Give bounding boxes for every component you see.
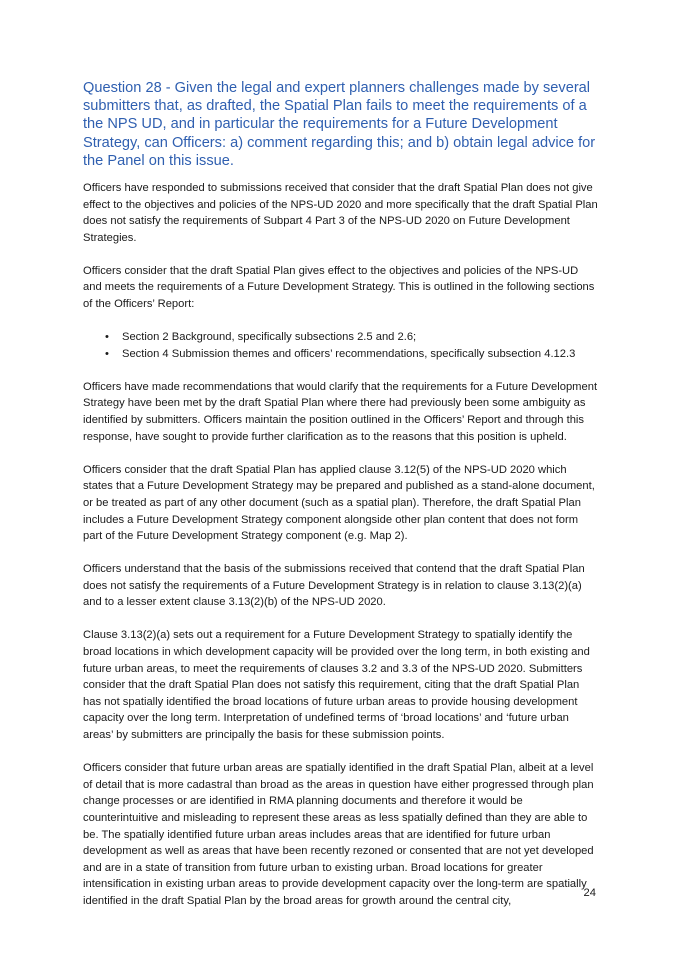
paragraph: Officers have responded to submissions received that consider that the draft Spatial Plan does not give effect to the objectives and policies of the NPS-UD 2020 and more specifically that the draft Spatial Plan does not satisfy the requirements of Subpart 4 Part 3 of the NPS-UD 2020 on Future Development Strategies. [83, 182, 598, 244]
paragraph: Officers consider that the draft Spatial Plan has applied clause 3.12(5) of the NPS-UD 2020 which states that a Future Development Strategy may be prepared and published as a stand-alone document, or be treated as part of any other document (such as a spatial plan). Therefore, the draft Spatial Plan includes a Future Development Strategy component alongside other plan content that does not form part of the Future Development Strategy component (e.g. Map 2). [83, 463, 595, 543]
paragraph: Clause 3.13(2)(a) sets out a requirement for a Future Development Strategy to spatially identify the broad locations in which development capacity will be provided over the long term, in both existing and future urban areas, to meet the requirements of clauses 3.2 and 3.3 of the NPS-UD 2020. Submitters consider that the draft Spatial Plan does not satisfy this requirement, citing that the draft Spatial Plan has not spatially identified the broad locations of future urban areas to provide housing development capacity over the long term. Interpretation of undefined terms of ‘broad locations’ and ‘future urban areas’ by submitters are principally the basis for these submission points. [83, 629, 590, 742]
bullet-item [83, 346, 598, 363]
bullet-icon: • [105, 347, 109, 360]
bullet-text: Section 2 Background, specifically subsections 2.5 and 2.6; [122, 331, 417, 344]
question-heading: Question 28 - Given the legal and expert planners challenges made by several submitters that, as drafted, the Spatial Plan fails to meet the requirements of a the NPS UD, and in particular the requirements for a Future Development Strategy, can Officers: a) comment regarding this; and b) obtain legal advice for the Panel on this issue. [83, 80, 596, 169]
bullet-list [83, 329, 598, 362]
bullet-item [83, 329, 598, 346]
document-body [83, 180, 598, 926]
bullet-icon: • [105, 331, 109, 344]
paragraph: Officers consider that the draft Spatial Plan gives effect to the objectives and policies of the NPS-UD and meets the requirements of a Future Development Strategy. This is outlined in the following sections of the Officers’ Report: [83, 264, 595, 311]
paragraph: Officers understand that the basis of the submissions received that contend that the draft Spatial Plan does not satisfy the requirements of a Future Development Strategy is in relation to clause 3.13(2)(a) and to a lesser extent clause 3.13(2)(b) of the NPS-UD 2020. [83, 563, 585, 609]
paragraph: Officers consider that future urban areas are spatially identified in the draft Spatial Plan, albeit at a level of detail that is more cadastral than broad as the areas in question have either progressed through plan change processes or are identified in RMA planning documents and therefore it would be counterintuitive and misleading to represent these areas as less spatially defined than they are able to be. The spatially identified future urban areas includes areas that are identified for future urban development as well as areas that have been recently rezoned or consented that are not yet developed and are in a state of transition from future urban to existing urban. Broad locations for greater intensification in existing urban areas to provide development capacity over the long-term are spatially identified in the draft Spatial Plan by the broad areas for growth around the central city, [83, 762, 594, 907]
bullet-text: Section 4 Submission themes and officers’ recommendations, specifically subsection 4.12.3 [122, 347, 576, 360]
paragraph: Officers have made recommendations that would clarify that the requirements for a Future Development Strategy have been met by the draft Spatial Plan where there had previously been some ambiguity as identified by submitters. Officers maintain the position outlined in the Officers’ Report and through this response, have sought to provide further clarification as to the reasons that this position is upheld. [83, 380, 598, 443]
page-number: 24 [583, 887, 596, 899]
